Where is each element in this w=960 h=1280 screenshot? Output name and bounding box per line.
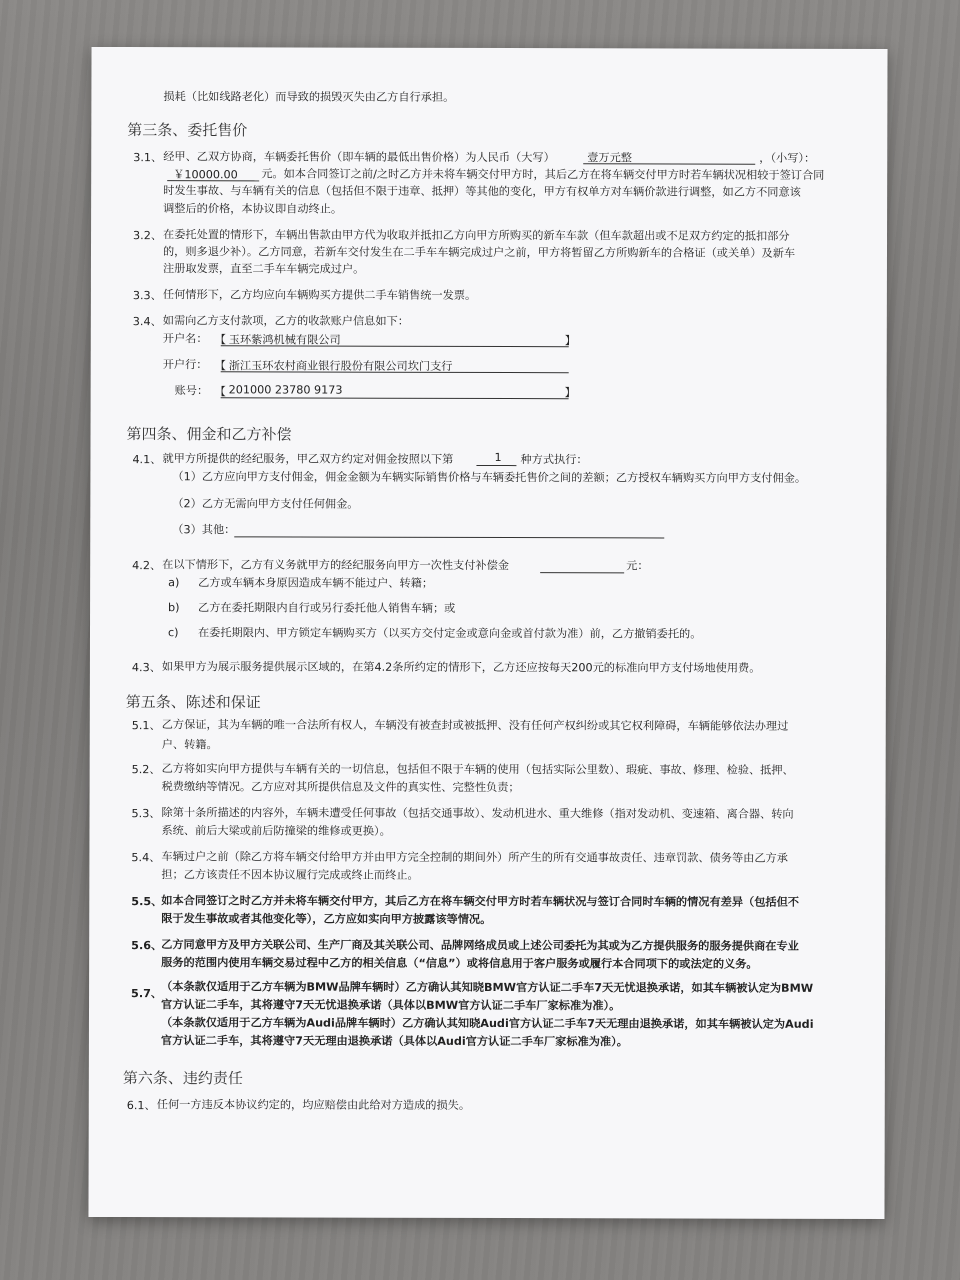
continuation-line: 损耗（比如线路老化）而导致的损毁灭失由乙方自行承担。 xyxy=(163,90,455,104)
clause-3-1-line: 经甲、乙双方协商，车辆委托售价（即车辆的最低出售价格）为人民币（大写） xyxy=(163,150,555,165)
clause-5-5-line: 限于发生事故或者其他变化等），乙方应如实向甲方披露该等情况。 xyxy=(161,912,492,927)
clause-3-2-number: 3.2、 xyxy=(133,229,163,243)
clause-5-1-number: 5.1、 xyxy=(131,719,161,733)
account-name-label: 开户名： xyxy=(162,332,208,346)
bank-label: 开户行： xyxy=(162,358,208,372)
clause-3-3-number: 3.3、 xyxy=(132,289,162,303)
clause-3-1-line: 调整后的价格，本协议即自动终止。 xyxy=(163,202,343,216)
item-b-text: 乙方在委托期限内自行或另行委托他人销售车辆；或 xyxy=(198,601,456,615)
section-4-heading: 第四条、佣金和乙方补偿 xyxy=(126,425,292,444)
section-5-heading: 第五条、陈述和保证 xyxy=(125,693,261,712)
clause-5-6-line: 服务的范围内使用车辆交易过程中乙方的相关信息（“信息”）或将信息用于客户服务或履行本合同项下的或法定的义务。 xyxy=(161,956,758,971)
clause-3-4-number: 3.4、 xyxy=(132,315,162,329)
bracket-open: 【 xyxy=(214,385,226,399)
clause-5-1-line: 乙方保证，其为车辆的唯一合法所有权人，车辆没有被查封或被抵押、没有任何产权纠纷或其它权利障碍，车辆能够依法办理过 xyxy=(161,718,789,733)
clause-3-2-line: 的，则多退少补）。乙方同意，若新车交付发生在二手车车辆完成过户之前，甲方将暂留乙方所购新车的合格证（或关单）及新车 xyxy=(162,245,796,260)
item-a-label: a) xyxy=(168,576,180,590)
commission-option-underline xyxy=(476,465,516,466)
commission-option-1: （1）乙方应向甲方支付佣金，佣金金额为车辆实际销售价格与车辆委托售价之间的差额；乙方授权车辆购买方向甲方支付佣金。 xyxy=(172,470,807,485)
clause-3-4-text: 如需向乙方支付款项，乙方的收款账户信息如下： xyxy=(162,314,409,328)
contract-page xyxy=(88,47,887,1219)
clause-5-3-line: 系统、前后大梁或前后防撞梁的维修或更换）。 xyxy=(161,824,391,838)
clause-5-7-line: 官方认证二手车，其将遵守7天无理由退换承诺（具体以Audi官方认证二手车厂家标准为准）。 xyxy=(160,1034,628,1049)
section-3-heading: 第三条、委托售价 xyxy=(127,121,248,140)
commission-option-choice: 1 xyxy=(494,451,502,465)
clause-4-2-text: 在以下情形下，乙方有义务就甲方的经纪服务向甲方一次性支付补偿金 xyxy=(162,558,510,573)
item-c-label: c) xyxy=(167,626,179,640)
commission-other-underline xyxy=(234,536,664,538)
clause-5-6-number: 5.6、 xyxy=(131,939,163,953)
commission-option-3: （3）其他： xyxy=(172,523,236,537)
clause-4-1-tail: 种方式执行： xyxy=(520,453,588,467)
price-lowercase-value: ￥10000.00 xyxy=(173,168,238,182)
clause-3-3-text: 任何情形下，乙方均应向车辆购买方提供二手车销售统一发票。 xyxy=(162,288,477,302)
account-name-value: 玉环紫鸿机械有限公司 xyxy=(228,333,341,347)
section-6-heading: 第六条、违约责任 xyxy=(122,1069,243,1088)
bracket-open: 【 xyxy=(214,359,226,373)
account-number-underline xyxy=(221,397,569,399)
clause-3-1-line: 时发生事故、与车辆有关的信息（包括但不限于违章、抵押）等其他的变化，甲方有权单方对车辆价款进行调整，如乙方不同意该 xyxy=(163,184,801,199)
clause-6-1-number: 6.1、 xyxy=(126,1099,156,1113)
clause-5-5-line: 如本合同签订之时乙方并未将车辆交付甲方，其后乙方在将车辆交付甲方时若车辆状况与签订合同时车辆的情况有差异（包括但不 xyxy=(161,894,800,909)
clause-3-1-line: ，（小写）： xyxy=(759,151,816,165)
item-c-text: 在委托期限内、甲方锁定车辆购买方（以买方交付定金或意向金或首付款为准）前，乙方撤销委托的。 xyxy=(197,626,702,641)
clause-5-6-line: 乙方同意甲方及甲方关联公司、生产厂商及其关联公司、品牌网络成员或上述公司委托为其或为乙方提供服务的服务提供商在专业 xyxy=(161,938,799,953)
clause-4-3-text: 如果甲方为展示服务提供展示区域的，在第4.2条所约定的情形下，乙方还应按每天200元的标准向甲方支付场地使用费。 xyxy=(161,660,761,675)
bank-value: 浙江玉环农村商业银行股份有限公司坎门支行 xyxy=(228,359,453,373)
clause-6-1-text: 任何一方违反本协议约定的，均应赔偿由此给对方造成的损失。 xyxy=(156,1098,471,1112)
clause-5-5-number: 5.5、 xyxy=(131,895,163,909)
clause-4-2-number: 4.2、 xyxy=(132,559,162,573)
clause-3-2-line: 在委托处置的情形下，车辆出售款由甲方代为收取并抵扣乙方向甲方所购买的新车车款（但车款超出或不足双方约定的抵扣部分 xyxy=(163,228,790,243)
clause-4-2-tail: 元： xyxy=(626,559,649,573)
clause-3-2-line: 注册取发票，直至二手车车辆完成过户。 xyxy=(162,262,365,276)
clause-5-7-number: 5.7、 xyxy=(131,987,163,1001)
clause-5-3-line: 除第十条所描述的内容外，车辆未遭受任何事故（包括交通事故）、发动机进水、重大维修（指对发动机、变速箱、离合器、转向 xyxy=(161,806,794,821)
clause-5-4-line: 车辆过户之前（除乙方将车辆交付给甲方并由甲方完全控制的期间外）所产生的所有交通事故责任、违章罚款、债务等由乙方承 xyxy=(161,850,788,865)
clause-5-7-line: 官方认证二手车，其将遵守7天无忧退换承诺（具体以BMW官方认证二手车厂家标准为准）。 xyxy=(161,998,621,1013)
clause-5-3-number: 5.3、 xyxy=(131,807,161,821)
commission-option-2: （2）乙方无需向甲方支付任何佣金。 xyxy=(172,497,359,511)
account-number-value: 201000 23780 9173 xyxy=(228,383,343,397)
price-uppercase-value: 壹万元整 xyxy=(587,151,633,165)
item-b-label: b) xyxy=(168,601,180,615)
clause-5-1-line: 户、转籍。 xyxy=(161,738,218,752)
bracket-open: 【 xyxy=(214,333,226,347)
clause-3-1-number: 3.1、 xyxy=(133,151,163,165)
clause-4-1-number: 4.1、 xyxy=(132,453,162,467)
item-a-text: 乙方或车辆本身原因造成车辆不能过户、转籍； xyxy=(198,576,434,590)
bracket-close: 】 xyxy=(564,334,576,348)
clause-5-4-line: 担；乙方该责任不因本协议履行完成或终止而终止。 xyxy=(161,868,419,882)
clause-5-2-line: 乙方将如实向甲方提供与车辆有关的一切信息，包括但不限于车辆的使用（包括实际公里数）、瑕疵、事故、修理、检验、抵押、 xyxy=(161,762,794,777)
bracket-close: 】 xyxy=(564,386,576,400)
clause-5-7-line: （本条款仅适用于乙方车辆为BMW品牌车辆时）乙方确认其知晓BMW官方认证二手车7天无忧退换承诺，如其车辆被认定为BMW xyxy=(161,980,814,995)
clause-5-4-number: 5.4、 xyxy=(131,851,161,865)
clause-5-2-number: 5.2、 xyxy=(131,763,161,777)
clause-3-1-line: 元。如本合同签订之前/之时乙方并未将车辆交付甲方时，其后乙方在将车辆交付甲方时若车辆状况相较于签订合同 xyxy=(261,167,825,182)
clause-4-3-number: 4.3、 xyxy=(131,661,161,675)
compensation-amount-underline xyxy=(540,572,624,573)
clause-4-1-text: 就甲方所提供的经纪服务，甲乙双方约定对佣金按照以下第 xyxy=(162,452,454,466)
clause-5-7-line: （本条款仅适用于乙方车辆为Audi品牌车辆时）乙方确认其知晓Audi官方认证二手车7天无理由退换承诺，如其车辆被认定为Audi xyxy=(160,1016,814,1031)
account-number-label: 账号： xyxy=(174,384,209,398)
clause-5-2-line: 税费缴纳等情况。乙方应对其所提供信息及文件的真实性、完整性负责； xyxy=(161,780,520,795)
